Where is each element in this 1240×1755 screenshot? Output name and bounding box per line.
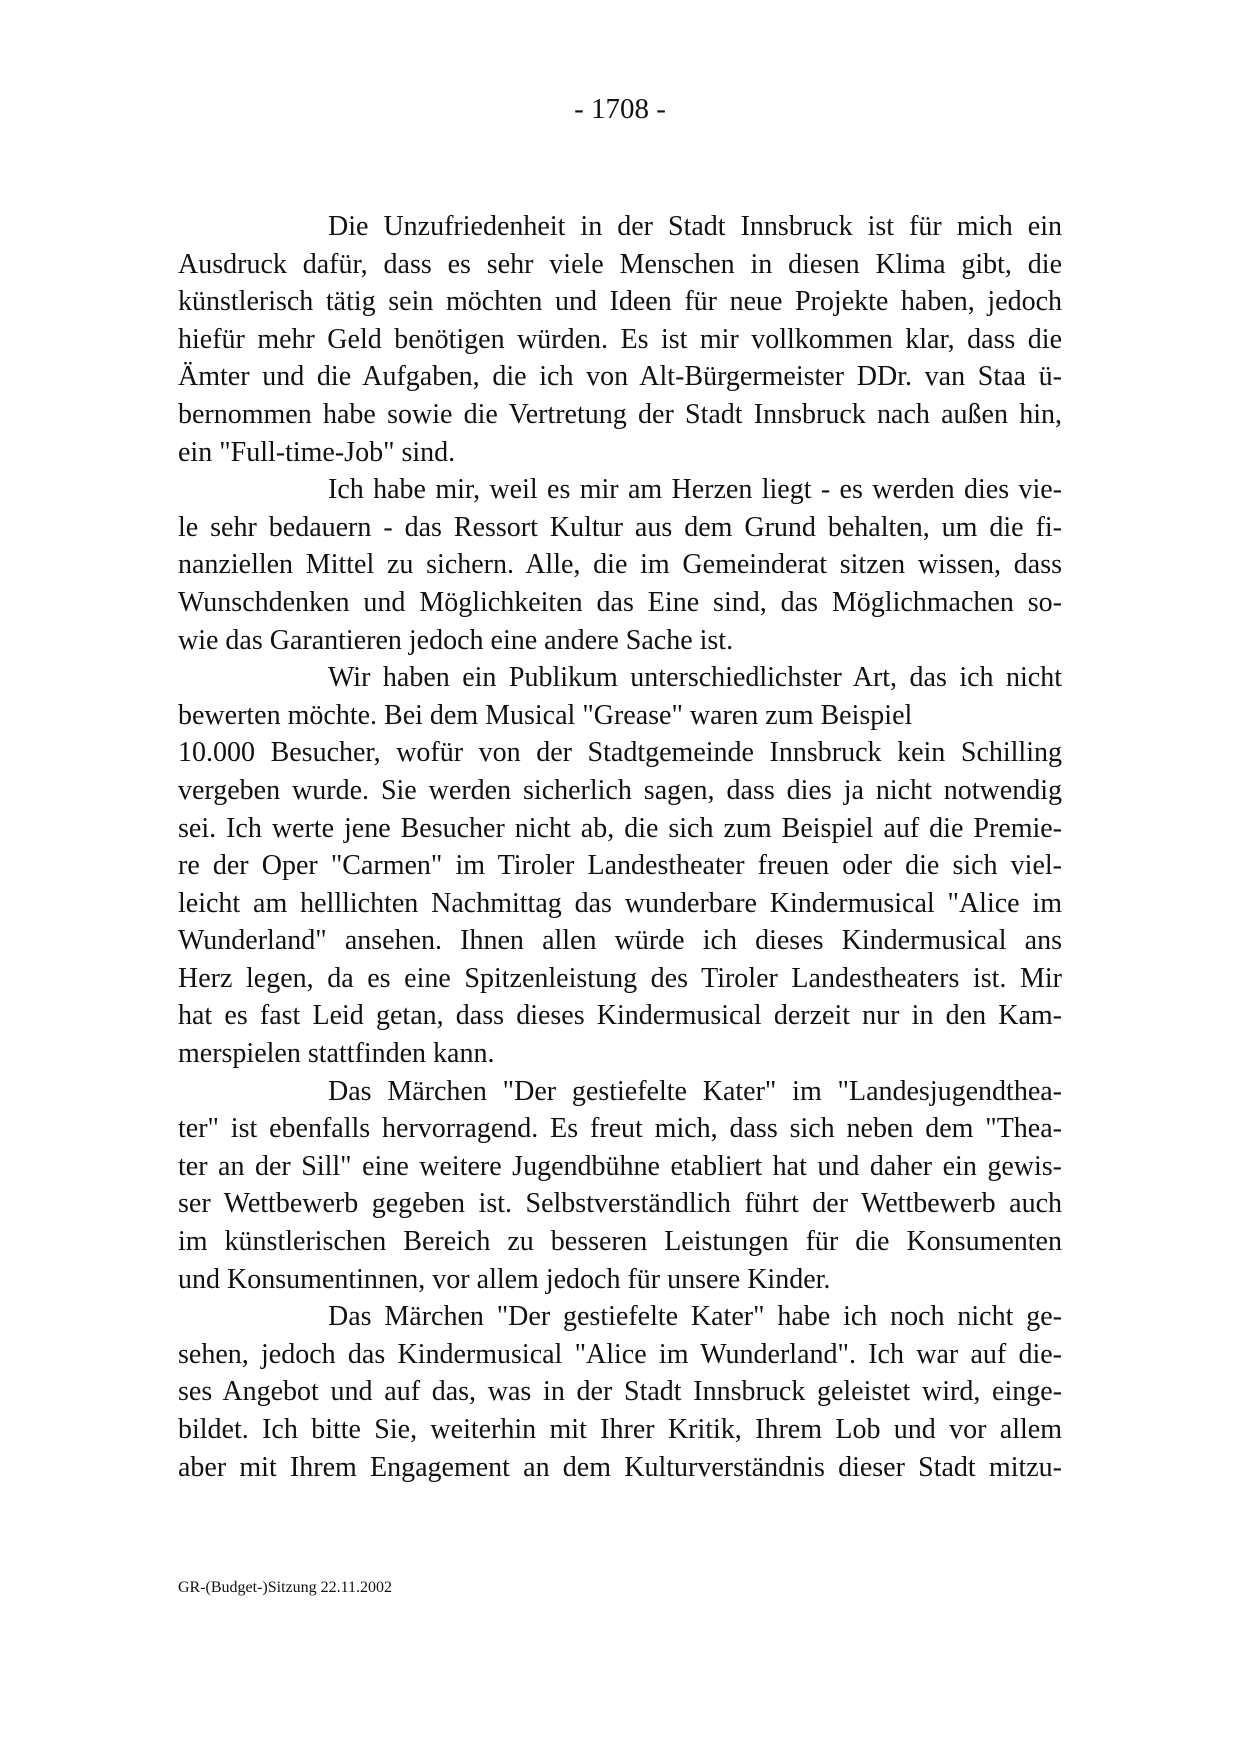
text-line: leicht am helllichten Nachmittag das wunderbare Kindermusical "Alice im (178, 887, 1062, 919)
text-line: Wir haben ein Publikum unterschiedlichster Art, das ich nicht (328, 662, 1062, 694)
text-line: vergeben wurde. Sie werden sicherlich sagen, dass dies ja nicht notwendig (178, 774, 1062, 806)
text-line: hiefür mehr Geld benötigen würden. Es ist mir vollkommen klar, dass die (178, 323, 1062, 355)
paragraph-5 (178, 1298, 1062, 1486)
text-line: Wunderland" ansehen. Ihnen allen würde ich dieses Kindermusical ans (178, 925, 1062, 957)
text-line: 10.000 Besucher, wofür von der Stadtgemeinde Innsbruck kein Schilling (178, 737, 1062, 769)
text-line: sehen, jedoch das Kindermusical "Alice im Wunderland". Ich war auf die- (178, 1338, 1062, 1370)
text-line: hat es fast Leid getan, dass dieses Kindermusical derzeit nur in den Kam- (178, 1000, 1062, 1032)
paragraph-4 (178, 1073, 1062, 1299)
paragraph-3 (178, 659, 1062, 1073)
text-line: re der Oper "Carmen" im Tiroler Landestheater freuen oder die sich viel- (178, 850, 1062, 882)
paragraph-1 (178, 208, 1062, 471)
text-line: wie das Garantieren jedoch eine andere Sache ist. (178, 624, 734, 656)
body-text (178, 208, 1062, 1486)
text-line: bildet. Ich bitte Sie, weiterhin mit Ihrer Kritik, Ihrem Lob und vor allem (178, 1414, 1062, 1445)
text-line: Das Märchen "Der gestiefelte Kater" im "Landesjugendthea- (328, 1075, 1062, 1107)
text-line: bewerten möchte. Bei dem Musical "Grease" waren zum Beispiel (178, 699, 913, 731)
text-line: künstlerisch tätig sein möchten und Ideen für neue Projekte haben, jedoch (178, 286, 1062, 318)
text-line: ser Wettbewerb gegeben ist. Selbstverständlich führt der Wettbewerb auch (178, 1188, 1062, 1220)
page-number: - 1708 - (574, 93, 666, 125)
text-line: ses Angebot und auf das, was in der Stadt Innsbruck geleistet wird, einge- (178, 1376, 1062, 1408)
page-footer: GR-(Budget-)Sitzung 22.11.2002 (178, 1579, 393, 1596)
text-line: Herz legen, da es eine Spitzenleistung des Tiroler Landestheaters ist. Mir (178, 962, 1062, 994)
text-line: Ämter und die Aufgaben, die ich von Alt-Bürgermeister DDr. van Staa ü- (178, 361, 1062, 393)
text-line: und Konsumentinnen, vor allem jedoch für unsere Kinder. (178, 1263, 831, 1295)
text-line: bernommen habe sowie die Vertretung der Stadt Innsbruck nach außen hin, (178, 398, 1062, 430)
text-line: ter" ist ebenfalls hervorragend. Es freut mich, dass sich neben dem "Thea- (178, 1113, 1062, 1145)
text-line: im künstlerischen Bereich zu besseren Leistungen für die Konsumenten (178, 1226, 1062, 1258)
text-line: Wunschdenken und Möglichkeiten das Eine sind, das Möglichmachen so- (178, 586, 1062, 618)
text-line: Die Unzufriedenheit in der Stadt Innsbruck ist für mich ein (328, 211, 1062, 242)
text-line: ein "Full-time-Job" sind. (178, 436, 456, 468)
paragraph-2 (178, 471, 1062, 659)
text-line: Ausdruck dafür, dass es sehr viele Menschen in diesen Klima gibt, die (178, 248, 1062, 280)
text-line: le sehr bedauern - das Ressort Kultur aus dem Grund behalten, um die fi- (178, 511, 1062, 543)
text-line: ter an der Sill" eine weitere Jugendbühne etabliert hat und daher ein gewis- (178, 1150, 1062, 1182)
text-line: nanziellen Mittel zu sichern. Alle, die im Gemeinderat sitzen wissen, dass (178, 549, 1062, 581)
text-line: sei. Ich werte jene Besucher nicht ab, die sich zum Beispiel auf die Premie- (178, 812, 1062, 844)
text-line: Das Märchen "Der gestiefelte Kater" habe ich noch nicht ge- (328, 1301, 1062, 1333)
text-line: merspielen stattfinden kann. (178, 1038, 495, 1070)
text-line: aber mit Ihrem Engagement an dem Kulturverständnis dieser Stadt mitzu- (178, 1451, 1062, 1483)
text-line: Ich habe mir, weil es mir am Herzen liegt - es werden dies vie- (328, 474, 1062, 506)
